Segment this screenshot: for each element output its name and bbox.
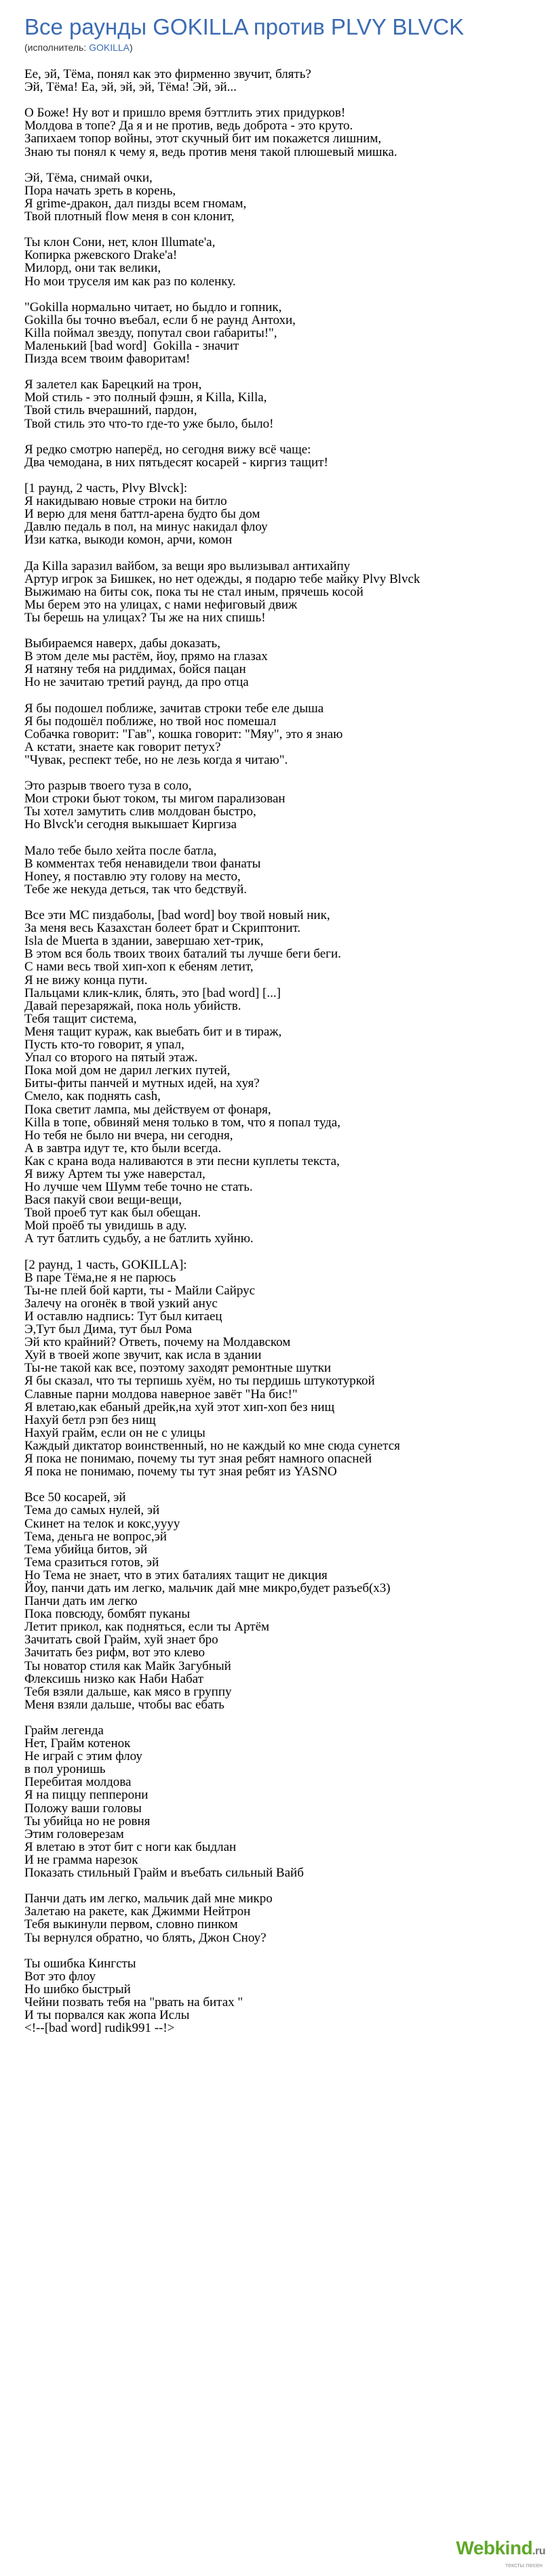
watermark-logo [444, 2538, 545, 2562]
watermark-tld: .ru [532, 2546, 545, 2557]
site-watermark [444, 2538, 545, 2569]
page-title: Все раунды GOKILLA против PLVY BLVCK [24, 14, 465, 39]
performer-line [24, 42, 548, 53]
performer-prefix: (исполнитель: [24, 42, 90, 53]
watermark-brand: Webkind [456, 2537, 533, 2558]
performer-link[interactable]: GOKILLA [89, 42, 130, 53]
lyrics-text: Ее, эй, Тёма, понял как это фирменно звучит, блять? Эй, Тёма! Еа, эй, эй, эй, Тёма! Эй, эй... О Боже! Ну вот и пришло время бэттлить этих придурков! Молдова в топе? Да я и не против, ведь доброта - это круто. Запихаем топор войны, этот скучный бит им покажется лишним, Знаю ты понял к чему я, ведь против меня такой плюшевый мишка. Эй, Тёма, снимай очки, Пора начать зреть в корень, Я grime-дракон, дал пизды всем гномам, Твой плотный flow меня в сон клонит, Ты клон Сони, нет, клон Illumate'а, Копирка ржевского Drake'а! Милорд, они так велики, Но мои труселя им как раз по коленку. "Gokilla нормально читает, но быдло и гопник, Gokilla бы точно въебал, если б не раунд Антохи, Killa поймал звезду, попутал свои габариты!", Маленький [bad word] Gokilla - значит Пизда всем твоим фаворитам! Я залетел как Барецкий на трон, Мой стиль - это полный фэшн, я Killa, Killa, Твой стиль вчерашний, пардон, Твой стиль это что-то где-то уже было, было! Я редко смотрю наперёд, но сегодня вижу всё чаще: Два чемодана, в них пятьдесят косарей - киргиз тащит! [1 раунд, 2 часть, Plvy Blvck]: Я накидываю новые строки на битло И верю для меня баттл-арена будто бы дом Давлю педаль в пол, на минус накидал флоу Изи катка, выкоди комон, арчи, комон Да Killa заразил вайбом, за вещи яро вылизывал антихайпу Артур игрок за Бишкек, но нет одежды, я подарю тебе майку Plvy Blvck Выжимаю на биты сок, пока ты не стал иным, прячешь косой Мы берем это на улицах, с нами нефиговый движ Ты берешь на улицах? Ты же на них спишь! Выбираемся наверх, дабы доказать, В этом деле мы растём, йоу, прямо на глазах Я натяну тебя на риддимах, бойся пацан Но не зачитаю третий раунд, да про отца Я бы подошел поближе, зачитав строки тебе еле дыша Я бы подошёл поближе, но твой нос помешал Собачка говорит: "Гав", кошка говорит: "Мяу", это я знаю А кстати, знаете как говорит петух? "Чувак, респект тебе, но не лезь когда я читаю". Это разрыв твоего туза в соло, Мои строки бьют током, ты мигом парализован Ты хотел замутить слив молдован быстро, Но Blvck'и сегодня выкышает Киргиза Мало тебе было хейта после батла, В комментах тебя ненавидели твои фанаты Honey, я поставлю эту голову на место, Тебе же некуда деться, так что бедствуй. Все эти МС пиздаболы, [bad word] boy твой новый ник, За меня весь Казахстан болеет брат и Скриптонит. Isla de Muerta в здании, завершаю хет-трик, В этом вся боль твоих твоих баталий ты лучше беги беги. С нами весь твой хип-хоп к ебеням летит, Я не вижу конца пути. Пальцами клик-клик, блять, это [bad word] [...] Давай перезаряжай, пока ноль убийств. Тебя тащит система, Меня тащит кураж, как выебать бит и в тираж, Пусть кто-то говорит, я упал, Упал со второго на пятый этаж. Пока мой дом не дарил легких путей, Биты-фиты панчей и мутных идей, на хуя? Смело, как поднять cash, Пока светит лампа, мы действуем от фонаря, Killa в топе, обвиняй меня только в том, что я попал туда, Но тебя не было ни вчера, ни сегодня, А в завтра идут те, кто были всегда. Как с крана вода наливаются в эти песни куплеты текста, Я вижу Артем ты уже наверстал, Но лучше чем Шумм тебе точно не стать. Вася пакуй свои вещи-вещи, Твой проеб тут как был обещан. Мой проёб ты увидишь в аду. А тут батлить судьбу, а не батлить хуйню. [2 раунд, 1 часть, GOKILLA]: В паре Тёма,не я не парюсь Ты-не плей бой карти, ты - Майли Сайрус Залечу на огонёк в твой узкий анус И оставлю надпись: Тут был китаец Э,Тут был Дима, тут был Рома Эй кто крайний? Ответь, почему на Молдавском Хуй в твоей жопе звучит, как исла в здании Ты-не такой как все, поэтому заходят ремонтные шутки Я бы сказал, что ты терпишь хуём, но ты пердишь штукотуркой Славные парни молдова наверное завёт "На бис!" Я влетаю,как ебаный дрейк,на хуй этот хип-хоп без нищ Нахуй бетл рэп без нищ Нахуй грайм, если он не с улицы Каждый диктатор воинственный, но не каждый ко мне сюда сунется Я пока не понимаю, почему ты тут зная ребят намного опасней Я пока не понимаю, почему ты тут зная ребят из YASNO Все 50 косарей, эй Тема до самых нулей, эй Скинет на телок и кокс,уууу Тема, деньга не вопрос,эй Тема убийца битов, эй Тема сразиться готов, эй Но Тема не знает, что в этих баталиях тащит не дикция Йоу, панчи дать им легко, мальчик дай мне микро,будет разъеб(x3) Панчи дать им легко Пока повсюду, бомбят пуканы Летит прикол, как подняться, если ты Артём Зачитать свой Грайм, хуй знает бро Зачитать без рифм, вот это клево Ты новатор стиля как Майк Загубный Флексишь низко как Наби Набат Тебя взяли дальше, как мясо в группу Меня взяли дальше, чтобы вас ебать Грайм легенда Нет, Грайм котенок Не играй с этим флоу в пол уронишь Перебитая молдова Я на пиццу пепперони Положу ваши головы Ты убийца но не ровня Этим головерезам Я влетаю в этот бит с ноги как быдлан И не грамма нарезок Показать стильный Грайм и въебать сильный Вайб Панчи дать им легко, мальчик дай мне микро Залетаю на ракете, как Джимми Нейтрон Тебя выкинули первом, словно пинком Ты вернулся обратно, чо блять, Джон Сноу? Ты ошибка Кингсты Вот это флоу Но шибко быстрый Чейни позвать тебя на "рвать на битах " И ты порвался как жопа Ислы <!--[bad word] rudik991 --!> [24, 68, 420, 2035]
performer-suffix: ) [130, 42, 133, 53]
watermark-tagline: тексты песен [505, 2562, 543, 2569]
page-header [0, 0, 548, 53]
